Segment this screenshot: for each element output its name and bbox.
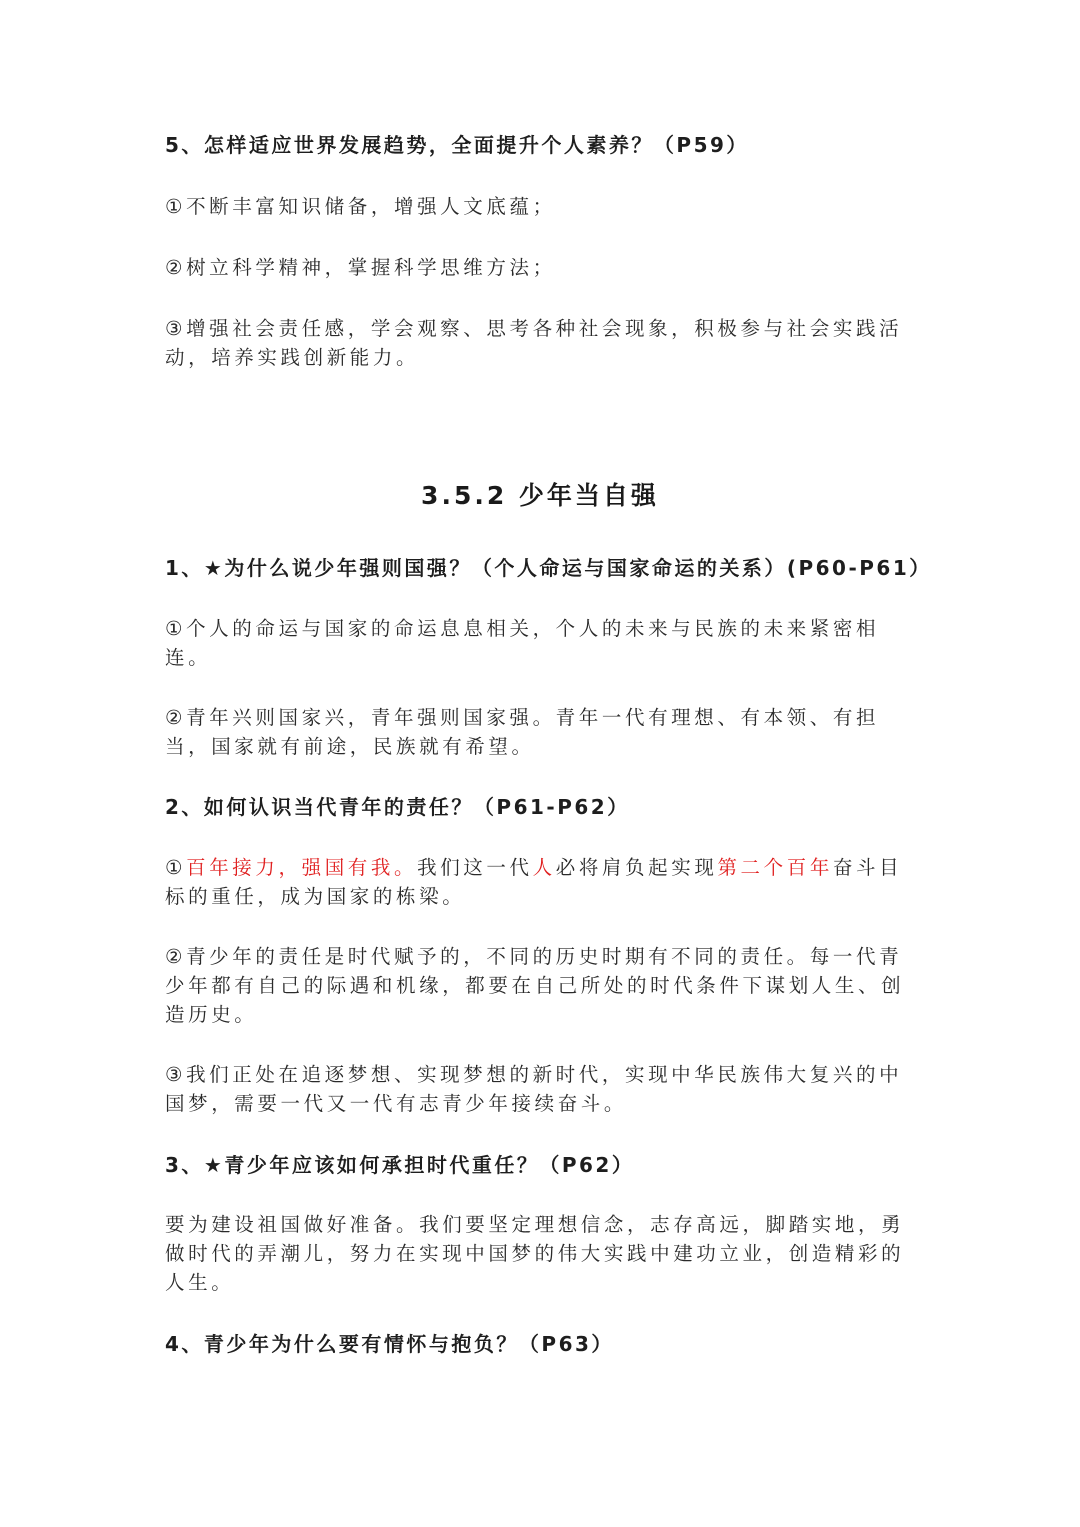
question-3-title: 3、★青少年应该如何承担时代重任？（P62） — [165, 1153, 635, 1177]
question-4-title: 4、青少年为什么要有情怀与抱负？（P63） — [165, 1332, 614, 1356]
item-number: ① — [165, 856, 187, 879]
question-1-title: 1、★为什么说少年强则国强？（个人命运与国家命运的关系）(P60-P61） — [165, 556, 932, 580]
question-5-item-2: ②树立科学精神，掌握科学思维方法； — [165, 256, 556, 279]
section-title: 3.5.2 少年当自强 — [421, 481, 659, 510]
question-2-item-3: ③我们正处在追逐梦想、实现梦想的新时代，实现中华民族伟大复兴的中国梦，需要一代又一代有志青少年接续奋斗。 — [165, 1063, 903, 1115]
highlight-word: 人 — [532, 856, 556, 879]
question-5-item-1: ①不断丰富知识储备，增强人文底蕴； — [165, 195, 556, 218]
question-1-item-2: ②青年兴则国家兴，青年强则国家强。青年一代有理想、有本领、有担当，国家就有前途，民族就有希望。 — [165, 706, 880, 758]
question-5-item-3: ③增强社会责任感，学会观察、思考各种社会现象，积极参与社会实践活动，培养实践创新能力。 — [165, 317, 903, 369]
question-2-item-1 — [165, 853, 925, 911]
item-text: 奋斗目标的重任，成为国家的栋梁。 — [165, 856, 903, 908]
highlight-slogan: 百年接力，强国有我。 — [186, 856, 418, 879]
item-text: 必将肩负起实现 — [555, 856, 718, 879]
question-2-title: 2、如何认识当代青年的责任？（P61-P62） — [165, 795, 630, 819]
question-1-item-1: ①个人的命运与国家的命运息息相关，个人的未来与民族的未来紧密相连。 — [165, 617, 880, 669]
item-text: 我们这一代 — [417, 856, 533, 879]
question-3-answer: 要为建设祖国做好准备。我们要坚定理想信念，志存高远，脚踏实地，勇做时代的弄潮儿，努力在实现中国梦的伟大实践中建功立业，创造精彩的人生。 — [165, 1213, 905, 1294]
question-2-item-2: ②青少年的责任是时代赋予的，不同的历史时期有不同的责任。每一代青少年都有自己的际遇和机缘，都要在自己所处的时代条件下谋划人生、创造历史。 — [165, 945, 905, 1026]
question-5-title: 5、怎样适应世界发展趋势，全面提升个人素养？（P59） — [165, 133, 749, 157]
highlight-goal: 第二个百年 — [717, 856, 833, 879]
